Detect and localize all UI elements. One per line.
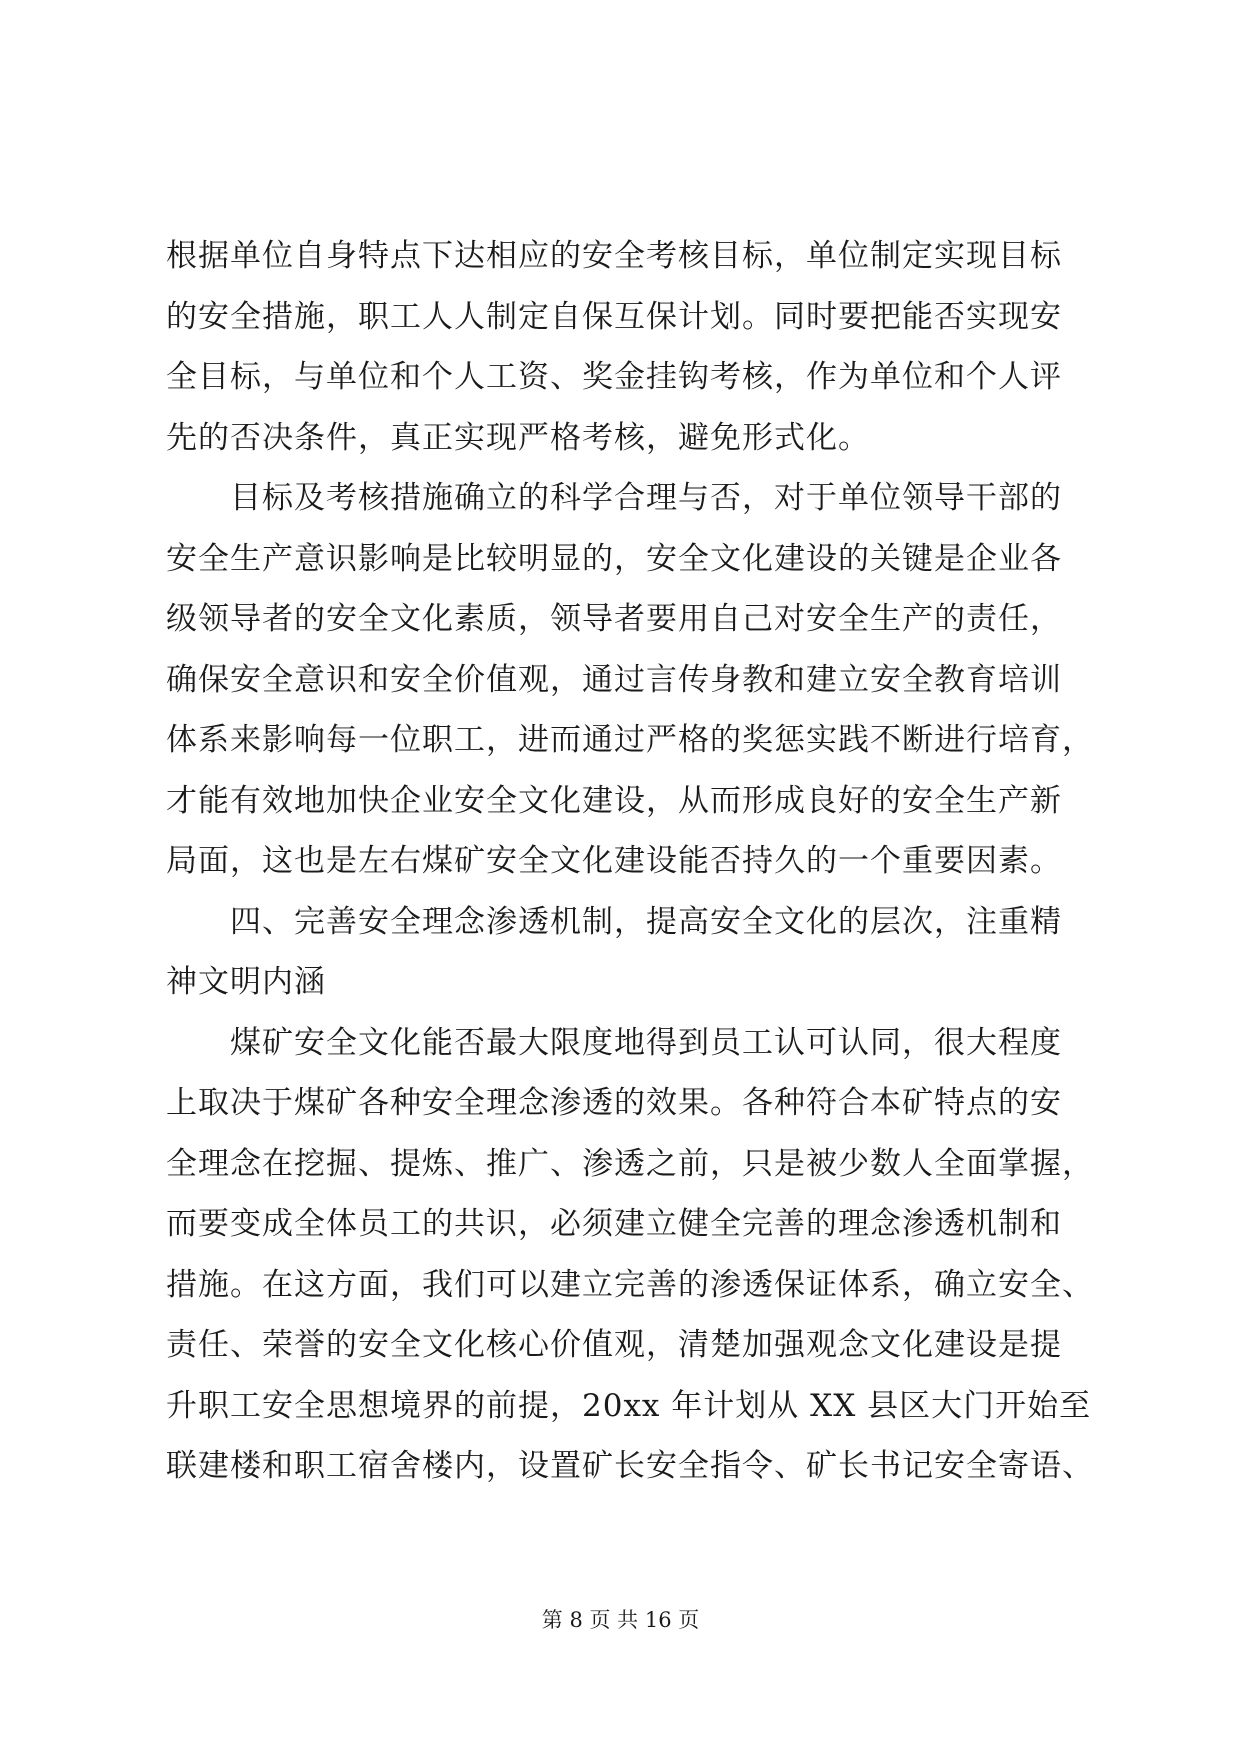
- text-line: 级领导者的安全文化素质，领导者要用自己对安全生产的责任，: [166, 601, 1062, 637]
- text-line: 先的否决条件，真正实现严格考核，避免形式化。: [166, 419, 870, 456]
- paragraph-first-line: 煤矿安全文化能否最大限度地得到员工认可认同，很大程度: [230, 1024, 1062, 1061]
- text-line: 根据单位自身特点下达相应的安全考核目标，单位制定实现目标: [166, 238, 1062, 274]
- text-line: 确保安全意识和安全价值观，通过言传身教和建立安全教育培训: [166, 661, 1062, 698]
- text-line: 升职工安全思想境界的前提，20xx 年计划从 XX 县区大门开始至: [166, 1387, 1092, 1424]
- text-line: 体系来影响每一位职工，进而通过严格的奖惩实践不断进行培育，: [166, 722, 1094, 758]
- text-line: 责任、荣誉的安全文化核心价值观，清楚加强观念文化建设是提: [166, 1327, 1062, 1363]
- paragraph-first-line: 目标及考核措施确立的科学合理与否，对于单位领导干部的: [230, 480, 1062, 516]
- document-body: [166, 226, 1094, 1497]
- text-line: 全目标，与单位和个人工资、奖金挂钩考核，作为单位和个人评: [166, 359, 1062, 395]
- text-line: 联建楼和职工宿舍楼内，设置矿长安全指令、矿长书记安全寄语、: [166, 1448, 1094, 1484]
- section-heading-line: 四、完善安全理念渗透机制，提高安全文化的层次，注重精: [230, 903, 1062, 940]
- page-number-footer: 第 8 页 共 16 页: [541, 1608, 700, 1632]
- text-line: 而要变成全体员工的共识，必须建立健全完善的理念渗透机制和: [166, 1206, 1062, 1242]
- section-heading-line: 神文明内涵: [166, 964, 326, 1000]
- text-line: 措施。在这方面，我们可以建立完善的渗透保证体系，确立安全、: [166, 1266, 1094, 1303]
- text-line: 安全生产意识影响是比较明显的，安全文化建设的关键是企业各: [166, 540, 1062, 577]
- text-line: 才能有效地加快企业安全文化建设，从而形成良好的安全生产新: [166, 782, 1062, 819]
- text-line: 局面，这也是左右煤矿安全文化建设能否持久的一个重要因素。: [166, 843, 1062, 879]
- text-line: 的安全措施，职工人人制定自保互保计划。同时要把能否实现安: [166, 298, 1062, 335]
- text-line: 全理念在挖掘、提炼、推广、渗透之前，只是被少数人全面掌握，: [166, 1145, 1094, 1182]
- text-line: 上取决于煤矿各种安全理念渗透的效果。各种符合本矿特点的安: [166, 1085, 1062, 1121]
